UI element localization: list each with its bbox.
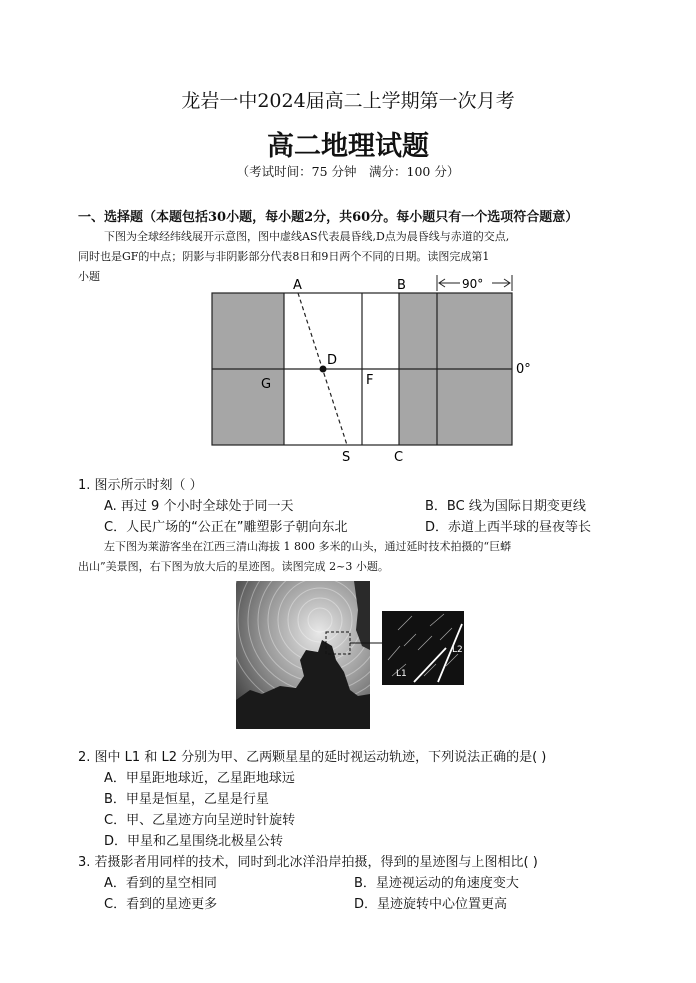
figure2-star-trails [230,578,470,732]
q1-option-b: B．BC 线为国际日期变更线 [425,499,586,514]
label-0-degrees: 0° [516,362,531,377]
label-f: F [366,373,374,388]
label-s: S [342,450,351,465]
q3-option-a: A．看到的星空相同 [104,876,217,891]
label-g: G [261,377,272,392]
label-d: D [327,353,338,368]
subject-title: 高二地理试题 [267,131,429,162]
label-b: B [397,278,406,293]
label-l1: L1 [396,669,407,679]
passage1-line1: 下图为全球经纬线展开示意图，图中虚线AS代表晨昏线,D点为晨昏线与赤道的交点, [104,230,510,243]
q3-option-d: D．星迹旋转中心位置更高 [354,897,508,912]
label-90-degrees: 90° [462,277,484,291]
q2-option-d: D．甲星和乙星围绕北极星公转 [104,834,284,849]
passage1-line2: 同时也是GF的中点；阴影与非阴影部分代表8日和9日两个不同的日期。读图完成第1 [78,250,490,263]
label-l2: L2 [452,645,463,655]
label-c: C [394,450,404,465]
zoomed-star-trail [382,611,464,685]
passage2-line1: 左下图为莱游客坐在江西三清山海拔 1 800 多米的山头，通过延时技术拍摄的“巨蟒 [104,540,512,553]
q2-option-a: A．甲星距地球近，乙星距地球远 [104,771,295,786]
q1-option-a: A. 再过 9 个小时全球处于同一天 [104,499,294,514]
q1-option-c: C．人民广场的“公正在”雕塑影子朝向东北 [104,520,348,535]
figure1-diagram [200,272,540,468]
label-a: A [293,278,302,293]
q2-option-b: B．甲星是恒星，乙星是行星 [104,792,269,807]
q2-stem: 2. 图中 L1 和 L2 分别为甲、乙两颗星星的延时视运动轨迹，下列说法正确的是( ) [78,750,547,765]
section-heading: 一、选择题（本题包括30小题，每小题2分，共60分。每小题只有一个选项符合题意） [78,210,579,225]
q3-option-b: B．星迹视运动的角速度变大 [354,876,519,891]
passage2-line2: 出山”美景图，右下图为放大后的星迹图。读图完成 2~3 小题。 [78,560,389,573]
q1-option-d: D．赤道上西半球的昼夜等长 [425,520,592,535]
exam-info: （考试时间：75 分钟 满分：100 分） [236,164,460,179]
q3-stem: 3. 若摄影者用同样的技术，同时到北冰洋沿岸拍摄，得到的星迹图与上图相比( ) [78,855,538,870]
school-title: 龙岩一中2024届高二上学期第一次月考 [181,90,515,112]
point-d [320,366,327,373]
q3-option-c: C．看到的星迹更多 [104,897,218,912]
q1-stem: 1. 图示所示时刻（ ） [78,478,203,493]
passage1-line3: 小题 [78,270,100,283]
q2-option-c: C．甲、乙星迹方向呈逆时针旋转 [104,813,296,828]
